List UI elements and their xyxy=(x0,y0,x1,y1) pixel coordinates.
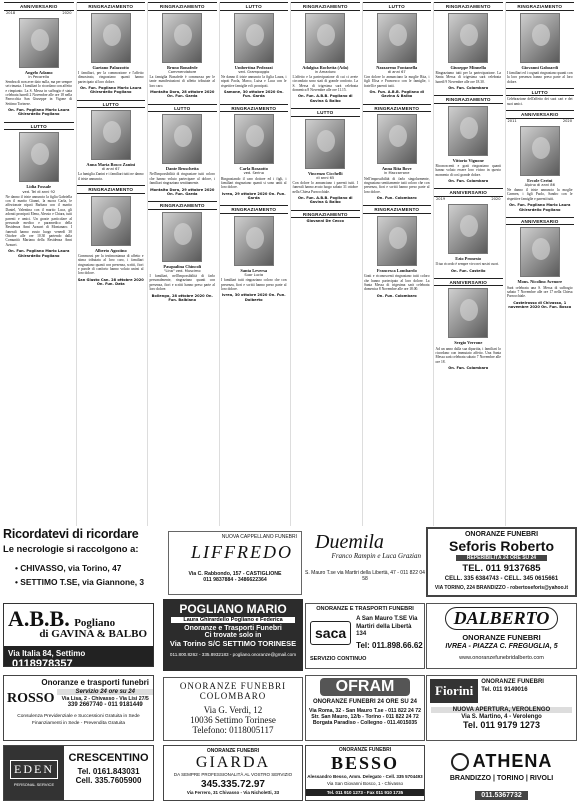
ad-pogliano xyxy=(163,599,303,671)
ad-saca-addr: A San Mauro T.SE Via Martiri della Libertà 134 xyxy=(356,616,418,637)
ad-dalberto-title: ONORANZE FUNEBRI xyxy=(462,633,541,642)
deceased-name: Vittorio Vignone xyxy=(452,157,484,163)
ad-rosso-line3: Finanziamenti in Sede - Prevendita Gratuita xyxy=(31,721,126,726)
ad-abb-addr: Via Italia 84, Settimo xyxy=(8,649,86,658)
ad-rosso-tel: 339 2667740 - 011 9181449 xyxy=(67,702,143,708)
deceased-name: Vincenzo Cicchelli xyxy=(307,170,343,176)
ad-dalberto-web: www.onoranzefunebridalberto.com xyxy=(459,655,544,661)
notice-header: RINGRAZIAMENTO xyxy=(77,2,146,11)
ad-colombaro-tel: Telefono: 0118005117 xyxy=(192,725,274,735)
ad-seforis-sub: REPERIBILITÀ 24 ORE SU 24 xyxy=(456,555,547,561)
ad-pogliano-line3: Via Torino S/C SETTIMO TORINESE xyxy=(169,639,297,648)
deceased-name: Mons. Nicolino Avenore xyxy=(517,279,563,285)
obituary-notice xyxy=(148,201,217,304)
deceased-name: Carla Rosaotto xyxy=(239,166,268,172)
deceased-subname: di anni 65 xyxy=(316,175,335,180)
notice-signature: On. Fun. Pogliano Mario Laura Ghirardello Pogliano xyxy=(80,85,142,95)
notice-year: 2011 xyxy=(507,119,517,124)
ad-saca-title: ONORANZE E TRASPORTI FUNEBRI xyxy=(316,606,414,612)
notice-text: Nell'impossibilità di farlo singolarmente, ringraziano sentitamente tutti coloro che con presenza, fiori e scritti hanno preso parte al loro dolore. xyxy=(364,176,430,194)
obituary-notice xyxy=(434,95,503,185)
ad-saca-extra: SERVIZIO CONTINUO xyxy=(310,655,367,662)
ad-seforis-cell: CELL. 335 6384743 - CELL. 345 0615661 xyxy=(444,576,559,582)
obituary-notice xyxy=(506,110,575,214)
notice-text: Ringraziando il caro dottore ed i figli, i familiari ringraziano quanti si sono uniti al loro dolore. xyxy=(221,176,287,190)
notice-header: ANNIVERSARIO xyxy=(434,278,503,287)
ad-seforis-title: ONORANZE FUNEBRI xyxy=(464,531,539,538)
ad-duemila-sub: Franco Rampin e Luca Grazian xyxy=(331,552,421,560)
ad-ricordatevi-item: • CHIVASSO, via Torino, 47 xyxy=(15,563,122,573)
ad-eden-name: CRESCENTINO xyxy=(68,752,149,764)
deceased-subname: in Maccarrone xyxy=(384,171,410,176)
notice-signature: Giovanni De Cecco xyxy=(306,219,344,224)
ad-athena-tel: 011.5367732 xyxy=(475,791,528,800)
deceased-subname: di anni 67 xyxy=(387,69,406,74)
obituary-notice xyxy=(291,210,360,226)
ad-dalberto xyxy=(426,603,577,669)
obituary-column xyxy=(147,2,217,526)
deceased-name: Ezio Pronesto xyxy=(455,255,482,261)
obituary-notice xyxy=(148,2,217,101)
notice-signature: Ivrea, 29 ottobre 2020 On. Fun. Garda xyxy=(221,191,286,200)
ad-fiorini-logo: Fiorini xyxy=(430,679,478,703)
notice-signature: On. Fun. Colombaro xyxy=(448,366,489,371)
notice-header: RINGRAZIAMENTO xyxy=(291,2,360,11)
notice-header: RINGRAZIAMENTO xyxy=(363,205,432,214)
obituary-notice xyxy=(77,100,146,183)
ad-abb-sub: di GAVINA & BALBO xyxy=(39,628,147,640)
ad-rosso-sub: Servizio 24 ore su 24 xyxy=(57,689,153,695)
ad-duemila-title: Duemila xyxy=(315,531,384,553)
ad-fiorini-tel: Tel. 011 9149016 xyxy=(481,687,528,693)
notice-header: RINGRAZIAMENTO xyxy=(363,104,432,113)
ad-saca xyxy=(305,603,425,669)
ad-besso-brand: BESSO xyxy=(330,753,400,773)
notice-header: ANNIVERSARIO xyxy=(506,110,575,119)
notice-header: LUTTO xyxy=(148,104,217,113)
deceased-name: Adalgisa Rochetta (Ada) xyxy=(302,64,349,70)
notice-signature: On. Fun. A.B.B. Pogliano di Gavina & Balbo xyxy=(369,90,425,99)
notice-signature: On. Fun. A.B.B. Pogliano di Gavina & Balbo xyxy=(297,94,353,103)
ad-liffredo-line: Via C. Rabbondo, 157 - CASTIGLIONE xyxy=(188,571,282,577)
ad-rosso-logo: ROSSO xyxy=(7,691,55,706)
notice-header: LUTTO xyxy=(77,100,146,109)
notice-text: I familiari ed i cognati ringraziano quanti con la loro presenza hanno preso parte al loro dolore. xyxy=(507,70,573,84)
ad-pogliano-title: POGLIANO MARIO xyxy=(179,602,287,616)
notice-text: I familiari, nell'impossibilità di farlo personalmente, ringraziano quanti con presenza, fiori e scritti hanno preso parte al loro dolore. xyxy=(149,274,215,292)
deceased-name: Giuseppe Minnella xyxy=(450,64,486,70)
ad-fiorini-title: ONORANZE FUNEBRI xyxy=(481,679,544,685)
notice-signature: San Giusto Can. 28 ottobre 2020 On. Fun. Data xyxy=(77,277,144,287)
ad-ofram xyxy=(305,675,425,741)
obituary-notice xyxy=(220,104,289,203)
deceased-name: Dante Bruschetta xyxy=(165,166,199,172)
obituary-column xyxy=(219,2,289,526)
notice-years xyxy=(506,119,575,124)
portrait-photo xyxy=(520,126,560,176)
notice-signature: On. Fun. Pogliano Mario Laura Ghirardello Pogliano xyxy=(509,203,571,212)
notice-signature: Castelrosso di Chivasso, 1 novembre 2020 On. Fun. Bosco xyxy=(508,300,572,310)
ad-ricordatevi-title: Ricordatevi di ricordare xyxy=(3,527,139,541)
ad-dalberto-logo: DALBERTO xyxy=(445,607,558,630)
notice-text: Sarà celebrata una S. Messa di suffragio sabato 7 Novembre alle ore 17 nella Chiesa Parrocchiale. xyxy=(507,285,573,299)
notice-signature: On. Fun. Colombaro xyxy=(376,293,417,298)
ad-giarda-addr: Via Ferrero, 31 Chivasso - Via Nicholetti, 33 xyxy=(186,790,280,795)
deceased-subname: in Pecorella xyxy=(28,74,50,79)
ad-seforis-tel: TEL. 011 9137685 xyxy=(462,563,541,574)
ad-besso-addr: Via San Giovanni Bosco, 1 - Chivasso xyxy=(327,781,403,786)
ad-eden-logo: EDEN xyxy=(10,760,58,779)
notice-text: Ad un anno dalla sua dipartita, i familiari lo ricordano con immutato affetto. Una Santa Messa sarà celebrata sabato 7 Novembre alle ore 18. xyxy=(435,346,501,364)
ad-giarda-cell: 345.335.72.97 xyxy=(201,779,265,790)
notice-text: La famiglia Bonafede è commossa per le tante manifestazioni di affetto tributate al loro caro. xyxy=(149,74,215,88)
ad-ricordatevi xyxy=(3,527,154,595)
ad-eden-tel: Tel. 0161.843031 xyxy=(77,767,140,776)
notice-text: I familiari tutti ringraziano coloro che con presenza, fiori e scritti hanno preso parte al loro dolore. xyxy=(221,278,287,291)
notice-header: LUTTO xyxy=(363,2,432,11)
notice-header: LUTTO xyxy=(506,88,575,97)
notice-text: Celebrazione dell'affetto dei suoi cari e dei suoi amici. xyxy=(507,97,573,106)
ad-dalberto-addr: IVREA - PIAZZA C. FREGUGLIA, 5 xyxy=(445,643,558,650)
ad-duemila xyxy=(305,531,425,595)
obituary-notice xyxy=(291,2,360,105)
notice-text: Con dolore lo annunciano la moglie Rita, i figli Elisa e Francesco con le famiglie, i fratelli e parenti tutti. xyxy=(364,74,430,88)
obituary-column xyxy=(290,2,360,526)
portrait-photo xyxy=(162,13,202,63)
notice-text: Ne danno il triste annuncio la figlia Laura, i nipoti Paola, Marco, Luisa e Luca con le rispettive famiglie ed i pronipoti. xyxy=(221,74,287,88)
deceased-name: Gaetano Palazzotto xyxy=(92,64,129,70)
notice-header: RINGRAZIAMENTO xyxy=(148,2,217,11)
deceased-name: Alberto Agostino xyxy=(94,247,127,253)
notice-text: La famiglia Zanini e i familiari tutti ne danno il triste annuncio. xyxy=(78,172,144,181)
obituary-notice xyxy=(506,2,575,85)
ad-abb-name: A.B.B. xyxy=(8,606,70,631)
ad-seforis xyxy=(426,527,577,597)
notice-text: I familiari, per la commozione e l'affetto dimostrato, ringraziano quanti hanno partecipato al loro dolore. xyxy=(78,70,144,84)
notice-text: Ringraziamo tutti per la partecipazione. La Santa Messa di trigesima sarà celebrata lunedì 9 Novembre alle ore 18.30. xyxy=(435,70,501,84)
notice-signature: Montalto Dora, 29 ottobre 2020 On. Fun. Garda xyxy=(150,187,215,196)
ad-pogliano-sub: Laura Ghirardello Pogliano e Federica xyxy=(171,617,295,623)
notice-signature: Ivrea, 30 ottobre 2020 On. Fun. Dolberto xyxy=(221,293,286,302)
notice-signature: On. Fun. Colombaro xyxy=(448,179,489,184)
ad-abb-tel: 0118978357 xyxy=(12,658,73,667)
ad-eden xyxy=(3,745,154,801)
notice-text: Con dolore lo annunciano i parenti tutti. I funerali hanno avuto luogo sabato 31 ottobre nella Chiesa Parrocchiale. xyxy=(292,180,358,194)
portrait-photo xyxy=(91,13,131,63)
ad-eden-sub: PERSONAL SERVICE xyxy=(13,781,55,787)
notice-header: LUTTO xyxy=(291,108,360,117)
ad-abb xyxy=(3,603,154,667)
portrait-photo xyxy=(91,110,131,160)
notice-year: 2020 xyxy=(491,197,501,202)
notice-signature: Montalto Dora, 28 ottobre 2020 On. Fun. Garda xyxy=(150,90,215,99)
ad-fiorini xyxy=(426,675,577,741)
notice-header: RINGRAZIAMENTO xyxy=(434,95,503,104)
portrait-photo xyxy=(520,227,560,277)
ad-saca-logo: saca xyxy=(310,621,351,645)
notice-years xyxy=(4,11,74,16)
ad-duemila-line: S. Mauro T.se via Martiri della Libertà, 47 - 011 822 04 58 xyxy=(305,570,425,582)
notice-header: LUTTO xyxy=(220,2,289,11)
obituary-notice xyxy=(77,2,146,97)
deceased-subname: ved. Serino xyxy=(243,171,264,176)
ad-ofram-logo: OFRAM xyxy=(320,678,410,696)
ad-ofram-line3: Borgata Paradiso - Collegno - 011.4015035 xyxy=(312,720,418,726)
ad-giarda xyxy=(163,745,303,801)
notice-header: ANNIVERSARIO xyxy=(4,2,74,11)
deceased-name: Lidia Fossale xyxy=(26,184,52,190)
obituary-notice xyxy=(4,2,74,119)
notice-year: 2020 xyxy=(562,119,572,124)
deceased-subname: Suor Lucia xyxy=(244,273,264,278)
portrait-photo xyxy=(305,119,345,169)
ad-giarda-brand: GIARDA xyxy=(195,754,271,771)
ad-saca-tel: Tel: 011.898.66.62 xyxy=(356,640,423,650)
ad-rosso-line2: Consulenza Previdenziale e Successioni Gratuita in Sede xyxy=(17,714,140,719)
obituary-notice xyxy=(4,122,74,260)
notice-text: Il tuo ricordo è sempre vivo nei nostri cuori. xyxy=(435,262,500,267)
obituary-notice xyxy=(363,2,432,101)
deceased-subname: ved. Tel di anni 92 xyxy=(22,189,56,194)
ad-fiorini-line: Via S. Martino, 4 - Verolengo xyxy=(461,714,542,720)
obituary-notice xyxy=(434,2,503,92)
ad-seforis-name: Seforis Roberto xyxy=(448,538,554,554)
portrait-photo xyxy=(234,114,274,164)
notice-year: 2018 xyxy=(6,11,16,15)
notice-signature: On. Fun. A.B.B. Pogliano di Gavina & Balbo xyxy=(297,196,353,205)
notice-header: RINGRAZIAMENTO xyxy=(220,104,289,113)
obituary-column xyxy=(505,2,575,526)
ad-pogliano-tel: 011.800.8262 - 335.8932183 - pogliano.onoranze@gmail.com xyxy=(169,652,297,657)
ad-ofram-line2: Str. San Mauro, 12/b - Torino - 011 822 24 72 xyxy=(311,714,419,720)
notice-header: RINGRAZIAMENTO xyxy=(506,2,575,11)
ad-ofram-line: Via Roma, 32 - San Mauro T.se - 011 822 24 72 xyxy=(308,708,422,714)
deceased-subname: in Amaduro xyxy=(314,69,336,74)
portrait-photo xyxy=(162,212,202,262)
ad-colombaro-title: ONORANZE FUNEBRI xyxy=(179,681,287,691)
obituary-notice xyxy=(291,108,360,207)
ad-abb-name2: Pogliano xyxy=(74,617,116,629)
portrait-photo xyxy=(377,114,417,164)
notice-signature: Bollengo, 28 ottobre 2020 On. Fun. Balbiano xyxy=(151,293,213,302)
obituary-notice xyxy=(220,205,289,304)
deceased-subname: "Lina" ved. Muscimo xyxy=(163,268,201,273)
notice-years xyxy=(434,197,503,202)
ad-athena xyxy=(426,745,577,801)
obituary-notice xyxy=(363,205,432,300)
ads-section xyxy=(3,527,577,802)
portrait-photo xyxy=(520,13,560,63)
deceased-name: Anna Maria Bosco Zanini xyxy=(86,162,136,168)
portrait-photo xyxy=(377,216,417,266)
portrait-photo xyxy=(448,106,488,156)
notice-text: Grati e riconoscenti ringraziano tutti coloro che hanno partecipato al loro dolore. La Santa Messa di trigesima sarà celebrata domenica 8 Novembre alle ore 18.00. xyxy=(364,274,430,292)
deceased-name: Giovanni Gaboardi xyxy=(521,64,558,70)
ad-athena-brand: ATHENA xyxy=(472,751,553,771)
notice-header: ANNIVERSARIO xyxy=(434,188,503,197)
ad-colombaro-addr: Via G. Verdi, 12 xyxy=(203,705,263,715)
notice-header: RINGRAZIAMENTO xyxy=(77,185,146,194)
ad-rosso xyxy=(3,675,154,741)
notice-signature: On. Fun. Colombaro xyxy=(448,85,489,90)
portrait-photo xyxy=(234,13,274,63)
ad-ricordatevi-subtitle: Le necrologie si raccolgono a: xyxy=(3,543,139,554)
ad-rosso-line: Via Lisa, 2 - Chivasso - Via Lisi 27/5 xyxy=(61,696,149,702)
deceased-subname: Commendatore xyxy=(168,69,197,74)
notice-header: RINGRAZIAMENTO xyxy=(434,2,503,11)
obituary-column xyxy=(76,2,146,526)
deceased-name: Santa Leversa xyxy=(240,267,268,273)
deceased-name: Angelo Adamo xyxy=(24,69,53,75)
notice-text: Ne danno il triste annuncio la figlia Gabriella con il marito Gianni, la nuora Carla, le affezionate nipoti Barbara con il marito Daniel, Valentina con il marito Luca, gli adorati pronipoti Elena, Alessio e Chiara, tutti parenti e amici. Un grazie particolare al personale medico e paramedico della Residenza Anni Azzurri di Montanaro. I funerali hanno avuto luogo venerdì 30 Ottobre alle ore 10.30 partendo dalla Comunità Mariana della Residenza Anni Azzurri. xyxy=(5,194,72,247)
ad-besso xyxy=(305,745,425,801)
obituary-grid xyxy=(4,2,576,526)
notice-text: Ne danno il triste annuncio la moglie Carmen, i figli Paolo, Sandro con le rispettive famiglie e parenti tutti. xyxy=(507,188,573,201)
notice-header: RINGRAZIAMENTO xyxy=(291,210,360,219)
obituary-notice xyxy=(148,104,217,199)
notice-header: ANNIVERSARIO xyxy=(506,217,575,226)
obituary-notice xyxy=(363,104,432,203)
portrait-photo xyxy=(377,13,417,63)
ad-colombaro-city: 10036 Settimo Torinese xyxy=(190,715,276,725)
obituary-column xyxy=(4,2,74,526)
notice-signature: On. Fun. Pogliano Mario Laura Ghirardello Pogliano xyxy=(8,108,70,117)
portrait-photo xyxy=(162,114,202,164)
ad-fiorini-sub: NUOVA APERTURA, VEROLENGO xyxy=(431,707,572,713)
notice-text: Riconoscenti e grati ringraziano quanti hanno voluto essere loro vicino in questo momento di così grande dolore. xyxy=(435,164,501,177)
notice-text: Sembra di non aver dato nulla, ma per sempre sei rimasta. I familiari lo ricordano con affetto e rimpianto. La S. Messa in suffragio è stata celebrata lunedì 2 Novembre alle ore 18 nella Parrocchia San Giuseppe in Vigone di Settimo Torinese. xyxy=(5,79,72,106)
obituary-notice xyxy=(434,188,503,274)
notice-header: RINGRAZIAMENTO xyxy=(220,205,289,214)
ad-besso-tel: Tel. 011 910 1273 - Fax 011 910 1735 xyxy=(306,789,424,796)
notice-text: Nell'impossibilità di ringraziare tutti coloro che hanno voluto partecipare al dolore, i familiari ringraziano sentitamente. xyxy=(149,172,215,186)
obituary-notice xyxy=(434,278,503,373)
obituary-notice xyxy=(77,185,146,288)
portrait-photo xyxy=(19,18,59,68)
ad-liffredo-name: LIFFREDO xyxy=(191,542,293,562)
notice-text: Commossi per la testimonianza di affetto e stima tributata al loro caro, i familiari ringraziano quanti con presenza, scritti, fiori e parole di conforto hanno voluto unirsi al loro dolore. xyxy=(78,253,144,276)
notice-signature: On. Fun. Castello xyxy=(450,268,486,273)
ad-eden-cell: Cell. 335.7605900 xyxy=(75,776,142,785)
obituary-column xyxy=(433,2,503,526)
portrait-photo xyxy=(448,204,488,254)
ad-ricordatevi-item: • SETTIMO T.SE, via Giannone, 3 xyxy=(15,577,145,587)
notice-year: 2019 xyxy=(436,197,446,202)
ad-rosso-title: Onoranze e trasporti funebri xyxy=(41,678,149,687)
deceased-name: Anna Rita Bove xyxy=(381,166,412,172)
deceased-name: Umbertina Pedrazzi xyxy=(234,64,273,70)
ad-besso-title: ONORANZE FUNEBRI xyxy=(338,747,392,753)
ad-pogliano-line1: Onoranze e Trasporti Funebri xyxy=(184,625,282,632)
ad-ofram-title: ONORANZE FUNEBRI 24 ORE SU 24 xyxy=(312,699,418,705)
portrait-photo xyxy=(234,216,274,266)
ad-liffredo-title: NUOVA CAPPELLANO FUNEBRI xyxy=(221,534,297,540)
obituary-column xyxy=(362,2,432,526)
ad-liffredo xyxy=(168,531,302,595)
deceased-subname: Alpino di anni 86 xyxy=(524,182,555,187)
ad-besso-sub: Alessandro Besso, Amm. Delegato - Cell. 335 5704493 xyxy=(307,774,423,779)
deceased-name: Francesca Lombardo xyxy=(376,267,417,273)
ad-liffredo-phone: 011 9837884 - 3486622364 xyxy=(203,577,267,583)
ad-seforis-addr: VIA TORINO, 224 BRANDIZZO - robertoseforis@yahoo.it xyxy=(434,585,569,591)
notice-signature: On. Fun. Colombaro xyxy=(376,196,417,201)
notice-signature: On. Fun. Pogliano Mario Laura Ghirardello Pogliano xyxy=(8,249,70,258)
deceased-name: Ercole Cerini xyxy=(527,177,553,183)
portrait-photo xyxy=(448,288,488,338)
portrait-photo xyxy=(19,132,59,182)
ad-giarda-title: ONORANZE FUNEBRI xyxy=(206,748,260,754)
obituary-notice xyxy=(506,217,575,312)
notice-signature: Samone, 30 ottobre 2020 On. Fun. Garda xyxy=(223,90,284,99)
obituary-notice xyxy=(220,2,289,101)
notice-header: LUTTO xyxy=(4,122,74,131)
obituary-notice xyxy=(506,88,575,107)
ad-athena-city: BRANDIZZO | TORINO | RIVOLI xyxy=(449,775,554,782)
ad-colombaro xyxy=(163,677,303,741)
athena-logo-icon xyxy=(451,753,469,771)
ad-colombaro-brand: COLOMBARO xyxy=(199,691,267,701)
notice-year: 2020 xyxy=(62,11,72,15)
ad-pogliano-line2: Ci trovate solo in xyxy=(204,632,262,639)
deceased-name: Sergio Verrone xyxy=(454,340,483,346)
notice-text: L'affetto e la partecipazione di cui ci avete circondato sono stati di grande conforto. La S. Messa di trigesima sarà celebrata domenica 8 Novembre alle ore 11.15. xyxy=(292,74,358,93)
deceased-name: Bruno Bonafede xyxy=(166,64,198,70)
ad-giarda-sub: DA SEMPRE PROFESSIONALITÀ AL VOSTRO SERVIZIO xyxy=(173,772,293,777)
deceased-subname: di anni 67 xyxy=(101,167,120,172)
portrait-photo xyxy=(448,13,488,63)
ad-fiorini-tel2: Tel. 011 9179 1273 xyxy=(463,720,540,730)
portrait-photo xyxy=(91,196,131,246)
deceased-name: Pasqualina Chincoli xyxy=(163,263,202,269)
portrait-photo xyxy=(305,13,345,63)
deceased-subname: ved. Grampoggio xyxy=(238,69,270,74)
notice-header: RINGRAZIAMENTO xyxy=(148,201,217,210)
deceased-name: Nazzareno Fontanella xyxy=(376,64,418,70)
